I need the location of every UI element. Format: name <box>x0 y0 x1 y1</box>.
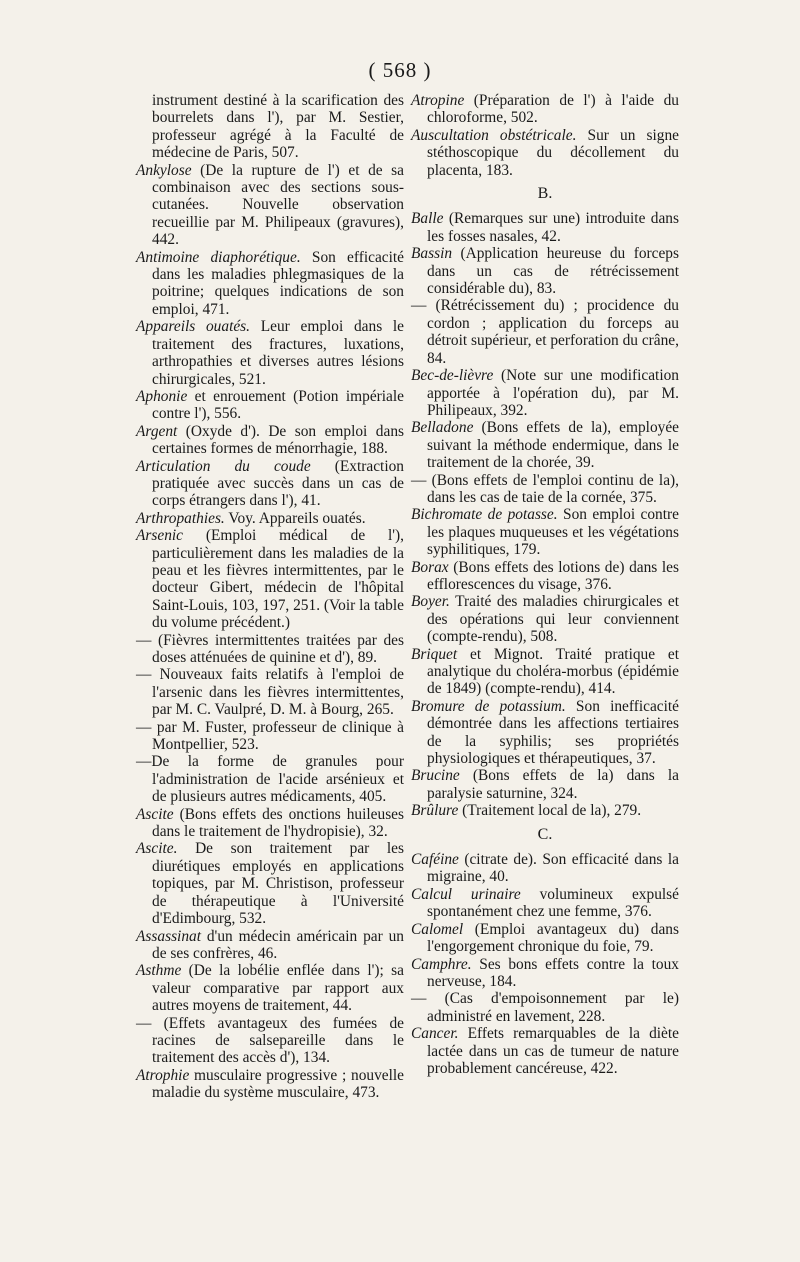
index-entry <box>136 928 404 963</box>
index-text: musculaire progressive ; nouvelle maladie du système musculaire, 473. <box>152 1066 404 1102</box>
index-term: Caféine <box>411 851 459 869</box>
index-entry <box>136 753 404 805</box>
index-text: d'un médecin américain par un de ses confrères, 46. <box>152 927 404 962</box>
index-text: (Bons effets de la), employée suivant la méthode endermique, dans le traitement de la chorée, 39. <box>427 419 679 472</box>
index-entry <box>136 423 404 458</box>
index-term: Belladone <box>411 419 474 437</box>
index-text: Effets remarquables de la diète lactée dans un cas de tumeur de nature probablement cancéreuse, 422. <box>427 1025 679 1077</box>
index-term: Arthropathies. <box>136 509 225 527</box>
index-entry <box>411 646 679 698</box>
index-entry <box>136 962 404 1014</box>
index-term: Boyer. <box>411 593 450 611</box>
index-term: Bromure de potassium. <box>411 697 566 715</box>
index-text: — par M. Fuster, professeur de clinique à Montpellier, 523. <box>136 718 404 754</box>
index-text: (Remarques sur une) introduite dans les fosses nasales, 42. <box>427 210 679 245</box>
index-term: Ankylose <box>136 161 192 179</box>
index-term: Auscultation obstétricale. <box>411 126 577 144</box>
index-entry <box>136 632 404 667</box>
index-entry <box>136 510 404 527</box>
index-text: (Application heureuse du forceps dans un cas de rétrécissement considérable du), 83. <box>427 245 679 298</box>
index-entry <box>411 593 679 645</box>
index-text: Son efficacité dans les maladies phlegmasiques de la poitrine; quelques indications de son emploi, 471. <box>152 248 404 318</box>
index-term: Ascite <box>136 805 174 823</box>
index-entry <box>411 472 679 507</box>
index-entry <box>411 956 679 991</box>
index-text: Son inefficacité démontrée dans les affections tertiaires de la syphilis; ses propriétés physiologiques et thérapeutiques, 37. <box>427 697 679 768</box>
index-term: Appareils ouatés. <box>136 318 251 336</box>
index-entry <box>136 162 404 249</box>
index-column-right <box>411 92 679 1077</box>
index-text: Sur un signe stéthoscopique du décollement du placenta, 183. <box>427 126 679 179</box>
index-text: (Traitement local de la), 279. <box>458 802 642 820</box>
index-entry <box>411 506 679 558</box>
index-text: (De la lobélie enflée dans l'); sa valeur comparative par rapport aux autres moyens de traitement, 44. <box>152 962 404 1015</box>
section-letter: B. <box>537 185 553 203</box>
index-entry <box>411 92 679 127</box>
index-column-left <box>136 92 404 1102</box>
index-entry <box>411 921 679 956</box>
page-number: ( 568 ) <box>368 58 432 82</box>
index-text: (Bons effets des lotions de) dans les efflorescences du visage, 376. <box>427 558 679 593</box>
index-entry <box>136 1015 404 1067</box>
index-entry <box>411 886 679 921</box>
index-entry <box>136 388 404 423</box>
index-text: volumineux expulsé spontanément chez une femme, 376. <box>427 885 679 921</box>
index-entry <box>411 802 679 819</box>
index-term: Calcul urinaire <box>411 885 521 903</box>
index-text: Leur emploi dans le traitement des fractures, luxations, arthropathies et diverses autres lésions chirurgicales, 521. <box>152 318 405 388</box>
index-entry <box>411 367 679 419</box>
index-term: Bassin <box>411 245 453 263</box>
index-text: et Mignot. Traité pratique et analytique du choléra-morbus (épidémie de 1849) (compte-rendu), 414. <box>427 645 679 698</box>
index-term: Arsenic <box>136 527 184 545</box>
index-term: Aphonie <box>136 387 188 405</box>
index-entry <box>411 559 679 594</box>
index-text: (De la rupture de l') et de sa combinaison avec des sections sous-cutanées. Nouvelle observation recueillie par M. Philipeaux (gravures), 442. <box>152 161 404 249</box>
section-letter: C. <box>537 825 553 843</box>
index-term: Atrophie <box>136 1066 190 1084</box>
index-text: Ses bons effets contre la toux nerveuse, 184. <box>427 955 679 990</box>
index-text: — (Cas d'empoisonnement par le) administré en lavement, 228. <box>411 990 679 1025</box>
index-entry <box>411 1025 679 1077</box>
index-text: (Extraction pratiquée avec succès dans un cas de corps étrangers dans l'), 41. <box>152 457 404 510</box>
index-text: (citrate de). Son efficacité dans la migraine, 40. <box>427 851 679 886</box>
index-term: Camphre. <box>411 955 472 973</box>
index-entry <box>136 318 404 388</box>
index-term: Cancer. <box>411 1025 459 1043</box>
index-entry <box>136 806 404 841</box>
index-entry <box>136 840 404 927</box>
index-term: Bichromate de potasse. <box>411 506 558 524</box>
index-term: Brucine <box>411 767 460 785</box>
index-entry <box>136 92 404 162</box>
index-entry <box>411 127 679 179</box>
index-term: Ascite. <box>136 840 178 858</box>
index-entry <box>411 210 679 245</box>
index-entry <box>411 990 679 1025</box>
index-text: De son traitement par les diurétiques employés en applications topiques, par M. Christison, professeur de thérapeutique à l'Université d'Edimbourg, 532. <box>152 840 404 928</box>
index-entry <box>411 419 679 471</box>
index-entry <box>411 297 679 367</box>
index-text: Son emploi contre les plaques muqueuses et les végétations syphilitiques, 179. <box>427 506 679 559</box>
index-entry <box>411 767 679 802</box>
index-term: Atropine <box>411 92 465 109</box>
index-text: — (Effets avantageux des fumées de racines de salsepareille dans le traitement des accès d'), 134. <box>136 1014 404 1067</box>
index-text: (Bons effets des onctions huileuses dans le traitement de l'hydropisie), 32. <box>152 805 404 841</box>
index-term: Articulation du coude <box>136 457 311 475</box>
index-term: Brûlure <box>411 802 459 820</box>
index-entry <box>136 719 404 754</box>
index-term: Bec-de-lièvre <box>411 367 494 385</box>
index-term: Balle <box>411 210 444 228</box>
index-entry <box>136 1067 404 1102</box>
index-text: — (Rétrécissement du) ; procidence du cordon ; application du forceps au détroit supérieur, et perforation du crâne, 84. <box>411 297 679 367</box>
index-entry <box>136 527 404 631</box>
index-text: (Note sur une modification apportée à l'opération du), par M. Philipeaux, 392. <box>427 367 679 419</box>
index-term: Borax <box>411 558 449 576</box>
index-entry <box>411 245 679 297</box>
index-term: Asthme <box>136 962 182 980</box>
index-text: (Oxyde d'). De son emploi dans certaines formes de ménorrhagie, 188. <box>152 422 404 458</box>
index-term: Assassinat <box>136 927 201 945</box>
index-term: Argent <box>136 422 178 440</box>
index-text: —De la forme de granules pour l'administration de l'acide arsénieux et de plusieurs autres médicaments, 405. <box>136 753 404 806</box>
index-text: (Bons effets de la) dans la paralysie saturnine, 324. <box>427 767 679 802</box>
index-term: Antimoine diaphorétique. <box>136 248 301 266</box>
index-text: — Nouveaux faits relatifs à l'emploi de l'arsenic dans les fièvres intermittentes, par M. C. Vaulpré, D. M. à Bourg, 265. <box>136 666 404 719</box>
index-entry <box>136 666 404 718</box>
index-text: (Emploi médical de l'), particulièrement dans les maladies de la peau et les fièvres intermittentes, par le docteur Gibert, médecin de l'hôpital Saint-Louis, 103, 197, 251. (Voir la table du volume précédent.) <box>152 527 404 632</box>
index-text: (Préparation de l') à l'aide du chloroforme, 502. <box>427 92 679 127</box>
index-term: Briquet <box>411 645 458 663</box>
index-text: (Emploi avantageux du) dans l'engorgement chronique du foie, 79. <box>427 920 679 956</box>
index-text: instrument destiné à la scarification des bourrelets dans l'), par M. Sestier, professeur agrégé à la Faculté de médecine de Paris, 507. <box>152 92 404 162</box>
index-text: Traité des maladies chirurgicales et des opérations qui leur conviennent (compte-rendu), 508. <box>427 593 679 646</box>
index-text: — (Bons effets de l'emploi continu de la), dans les cas de taie de la cornée, 375. <box>411 471 679 506</box>
index-entry <box>411 851 679 886</box>
index-text: Voy. Appareils ouatés. <box>224 509 366 527</box>
index-entry <box>136 249 404 319</box>
index-text: et enrouement (Potion impériale contre l'), 556. <box>152 387 404 423</box>
index-text: — (Fièvres intermittentes traitées par des doses atténuées de quinine et d'), 89. <box>136 631 404 666</box>
index-term: Calomel <box>411 920 464 938</box>
index-entry <box>136 458 404 510</box>
index-entry <box>411 698 679 768</box>
